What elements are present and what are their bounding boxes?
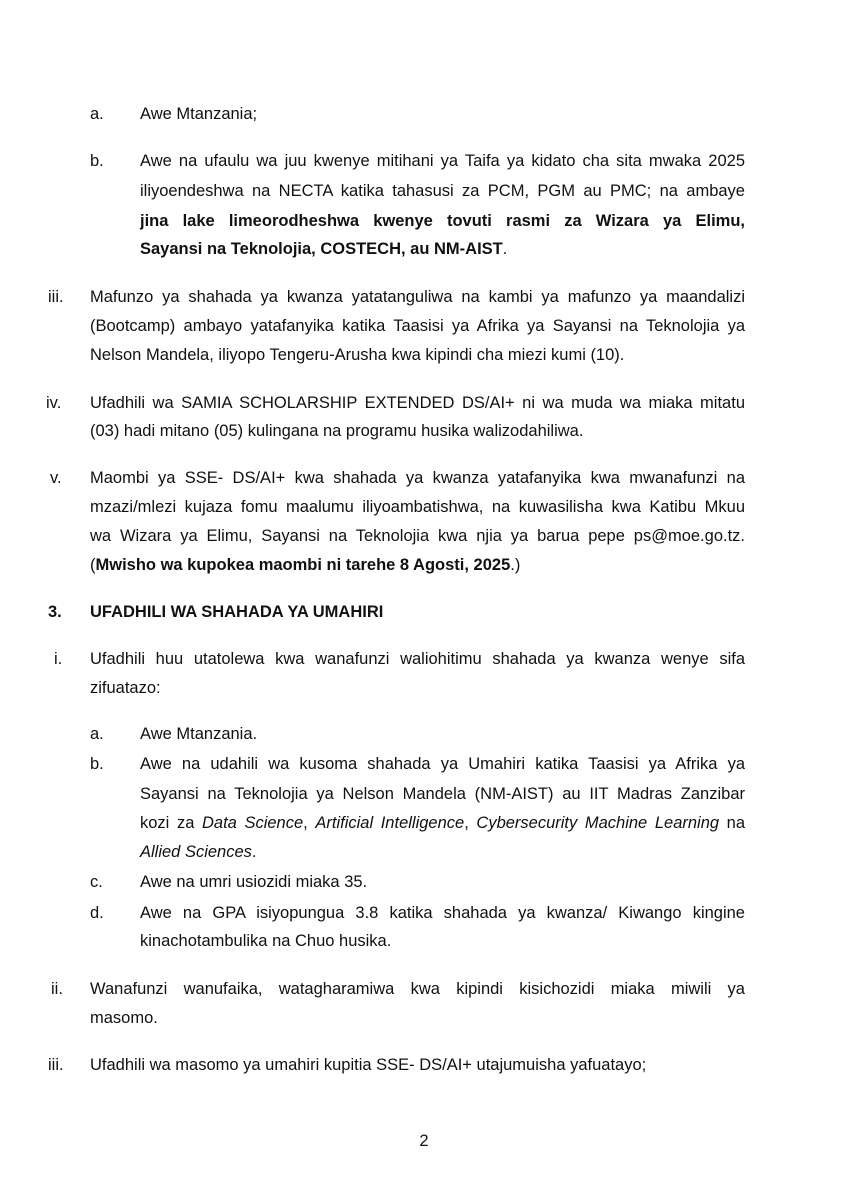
s3-item-i-marker: i. xyxy=(54,650,63,668)
sub-item-b-tail: . xyxy=(502,240,508,258)
s3-sub-d-line: Awe na GPA isiyopungua 3.8 katika shahada ya kwanza/ Kiwango kingine xyxy=(140,904,745,922)
item-iii-line: Nelson Mandela, iliyopo Tengeru-Arusha kwa kipindi cha miezi kumi (10). xyxy=(90,346,625,364)
sub-item-b-line: Awe na ufaulu wa juu kwenye mitihani ya Taifa ya kidato cha sita mwaka 2025 xyxy=(140,152,745,170)
s3-sub-a-marker: a. xyxy=(90,725,104,743)
item-v-line: wa Wizara ya Elimu, Sayansi na Teknolojia kwa njia ya barua pepe ps@moe.go.tz. xyxy=(90,527,745,545)
s3-sub-b-sep: , xyxy=(303,814,316,832)
s3-item-iii-text: Ufadhili wa masomo ya umahiri kupitia SSE- DS/AI+ utajumuisha yafuatayo; xyxy=(90,1056,647,1074)
deadline-close: .) xyxy=(510,556,521,574)
item-iii-line: (Bootcamp) ambayo yatafanyika katika Taasisi ya Afrika ya Sayansi na Teknolojia ya xyxy=(90,317,745,335)
s3-sub-c-text: Awe na umri usiozidi miaka 35. xyxy=(140,873,368,891)
s3-sub-b-text: na xyxy=(719,814,746,832)
course-data-science: Data Science xyxy=(201,814,304,832)
course-allied-sciences: Allied Sciences xyxy=(140,843,252,861)
item-iv-line: Ufadhili wa SAMIA SCHOLARSHIP EXTENDED DS/AI+ ni wa muda wa miaka mitatu xyxy=(90,394,745,412)
sub-item-a-marker: a. xyxy=(90,105,104,123)
sub-item-b-bold-text: Sayansi na Teknolojia, COSTECH, au NM-AIST xyxy=(140,240,503,258)
item-iii-marker: iii. xyxy=(48,288,64,306)
section-3-heading: UFADHILI WA SHAHADA YA UMAHIRI xyxy=(90,603,384,621)
s3-sub-b-marker: b. xyxy=(90,755,104,773)
section-3-number: 3. xyxy=(48,603,62,621)
item-v-line: mzazi/mlezi kujaza fomu maalumu iliyoambatishwa, na kuwasilisha kwa Katibu Mkuu xyxy=(90,498,745,516)
s3-sub-b-sep: , xyxy=(464,814,477,832)
course-artificial-intelligence: Artificial Intelligence xyxy=(315,814,465,832)
s3-sub-b-line xyxy=(140,813,745,833)
page-number: 2 xyxy=(419,1132,429,1150)
s3-item-i-line: zifuatazo: xyxy=(90,679,161,697)
item-iv-line: (03) hadi mitano (05) kulingana na programu husika walizodahiliwa. xyxy=(90,422,584,440)
sub-item-b-line xyxy=(140,211,745,231)
deadline-open: ( xyxy=(90,556,96,574)
s3-item-iii-marker: iii. xyxy=(48,1056,64,1074)
s3-item-ii-marker: ii. xyxy=(51,980,63,998)
s3-sub-c-marker: c. xyxy=(90,873,103,891)
s3-sub-b-line xyxy=(140,842,256,862)
s3-item-i-line: Ufadhili huu utatolewa kwa wanafunzi waliohitimu shahada ya kwanza wenye sifa xyxy=(90,650,745,668)
s3-sub-b-line: Sayansi na Teknolojia ya Nelson Mandela (NM-AIST) au IIT Madras Zanzibar xyxy=(140,785,745,803)
sub-item-b-bold-text: jina lake limeorodheshwa kwenye tovuti rasmi za Wizara ya Elimu, xyxy=(140,212,745,230)
item-iii-line: Mafunzo ya shahada ya kwanza yatatanguliwa na kambi ya mafunzo ya maandalizi xyxy=(90,288,745,306)
s3-sub-d-line: kinachotambulika na Chuo husika. xyxy=(140,932,392,950)
s3-item-ii-line: Wanafunzi wanufaika, watagharamiwa kwa kipindi kisichozidi miaka miwili ya xyxy=(90,980,745,998)
sub-item-a-text: Awe Mtanzania; xyxy=(140,105,258,123)
sub-item-b-line xyxy=(140,239,507,259)
s3-sub-b-tail: . xyxy=(251,843,257,861)
s3-sub-a-text: Awe Mtanzania. xyxy=(140,725,258,743)
sub-item-b-line: iliyoendeshwa na NECTA katika tahasusi za PCM, PGM au PMC; na ambaye xyxy=(140,182,745,200)
item-v-line: Maombi ya SSE- DS/AI+ kwa shahada ya kwanza yatafanyika kwa mwanafunzi na xyxy=(90,469,745,487)
sub-item-b-marker: b. xyxy=(90,152,104,170)
s3-item-ii-line: masomo. xyxy=(90,1009,158,1027)
deadline-bold-text: Mwisho wa kupokea maombi ni tarehe 8 Agosti, 2025 xyxy=(95,556,511,574)
item-v-marker: v. xyxy=(50,469,62,487)
s3-sub-d-marker: d. xyxy=(90,904,104,922)
s3-sub-b-line: Awe na udahili wa kusoma shahada ya Umahiri katika Taasisi ya Afrika ya xyxy=(140,755,745,773)
s3-sub-b-text: kozi za xyxy=(140,814,202,832)
course-cybersecurity-ml: Cybersecurity Machine Learning xyxy=(476,814,720,832)
item-v-deadline xyxy=(90,555,520,575)
item-iv-marker: iv. xyxy=(46,394,62,412)
